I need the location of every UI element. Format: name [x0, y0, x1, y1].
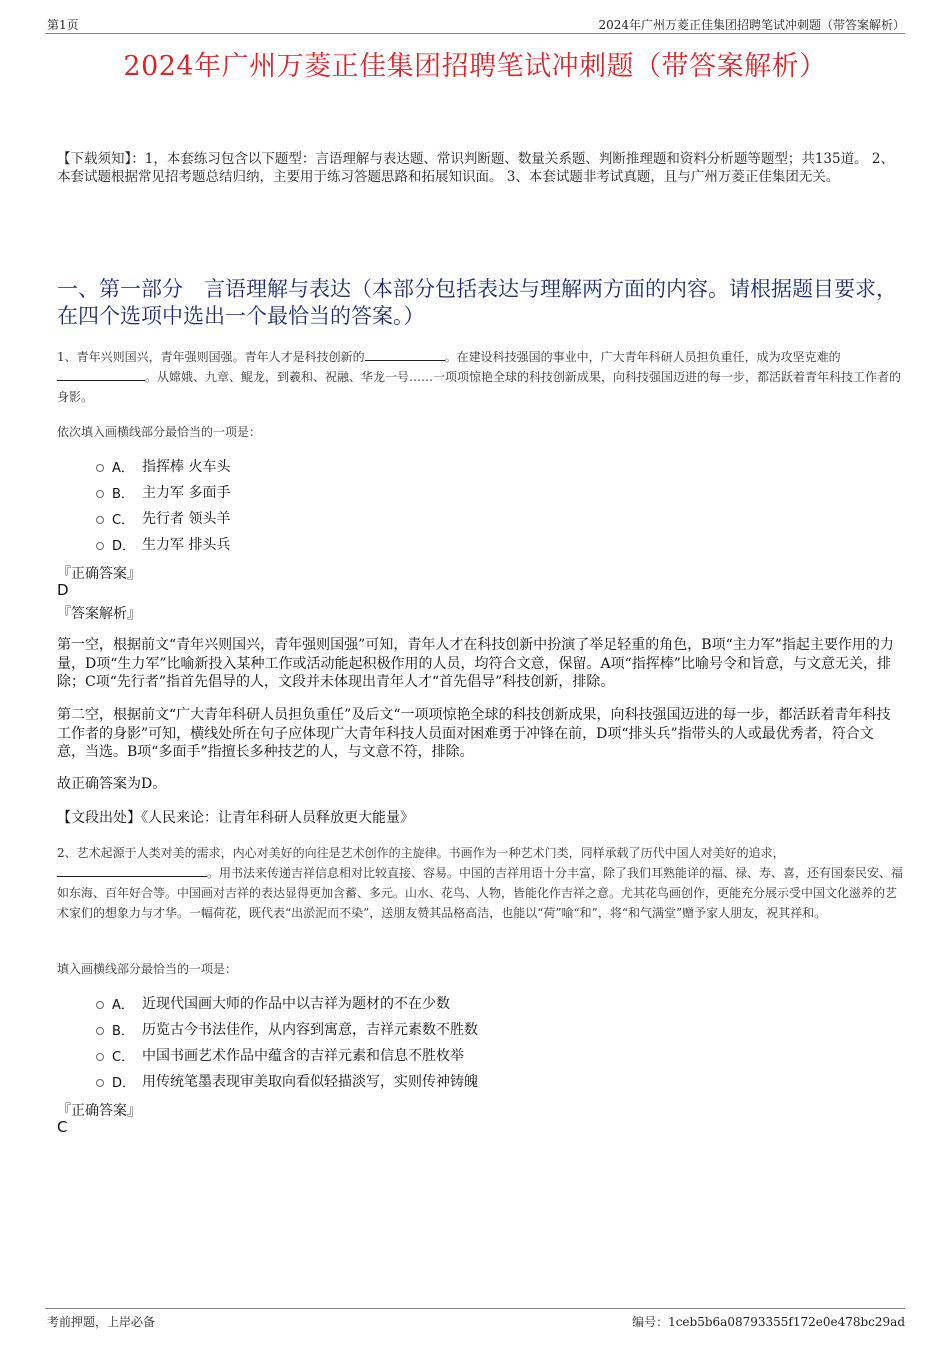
- question-1-answer: D: [57, 581, 69, 599]
- header-page-number: 第1页: [47, 18, 79, 32]
- question-1-analysis-2: 第二空，根据前文“广大青年科研人员担负重任”及后文“一项项惊艳全球的科技创新成果，向科技强国迈进的每一步，都活跃着青年科技工作者的身影”可知，横线处所在句子应体现广大青年科技人员面对困难勇于冲锋在前，D项“排头兵”指带头的人或最优秀者，符合文意，当选。B项“多面手”指擅长多种技艺的人，与文意不符，排除。: [57, 707, 891, 760]
- question-2-blank: [57, 864, 207, 877]
- option-text: 先行者 领头羊: [142, 511, 231, 527]
- question-2-stem: [57, 843, 905, 923]
- question-2-option-b[interactable]: [96, 1019, 478, 1039]
- question-1-stem: [57, 347, 905, 407]
- question-1-analysis-1: 第一空，根据前文“青年兴则国兴，青年强则国强”可知，青年人才在科技创新中扮演了举足轻重的角色，B项“主力军”指起主要作用的力量，D项“生力军”比喻新投入某种工作或活动能起积极作用的人员，均符合文意，保留。A项“指挥棒”比喻号令和旨意，与文意无关，排除；C项“先行者”指首先倡导的人，文段并未体现出青年人才“首先倡导”科技创新，排除。: [57, 637, 894, 690]
- header-doc-title: 2024年广州万菱正佳集团招聘笔试冲刺题（带答案解析）: [598, 18, 905, 32]
- question-2-option-d[interactable]: [96, 1071, 478, 1091]
- radio-icon[interactable]: [96, 1053, 104, 1061]
- section-heading: 一、第一部分 言语理解与表达（本部分包括表达与理解两方面的内容。请根据题目要求，在四个选项中选出一个最恰当的答案。）: [57, 277, 897, 328]
- question-2-text-part-1: 2、艺术起源于人类对美的需求，内心对美好的向往是艺术创作的主旋律。书画作为一种艺术门类，同样承载了历代中国人对美好的追求，: [57, 846, 785, 860]
- option-text: 生力军 排头兵: [142, 537, 231, 553]
- question-1-text-part-2: 。在建设科技强国的事业中，广大青年科研人员担负重任，成为攻坚克难的: [444, 350, 841, 364]
- question-1-analysis-3: 故正确答案为D。: [57, 776, 167, 792]
- footer-document-id: 编号：1ceb5b6a08793355f172e0e478bc29ad: [632, 1315, 905, 1329]
- option-text: 用传统笔墨表现审美取向看似轻描淡写，实则传神铸魄: [142, 1074, 478, 1090]
- question-1-analysis-label: 『答案解析』: [57, 606, 141, 622]
- question-2-option-a[interactable]: [96, 993, 450, 1013]
- footer-divider: [45, 1308, 905, 1309]
- option-letter: D．: [112, 538, 136, 554]
- radio-icon[interactable]: [96, 1079, 104, 1087]
- option-letter: A．: [112, 460, 134, 476]
- header-divider: [45, 33, 905, 34]
- question-1-option-b[interactable]: [96, 482, 230, 502]
- radio-icon[interactable]: [96, 464, 104, 472]
- question-2-answer: C: [57, 1118, 68, 1136]
- option-letter: A．: [112, 997, 134, 1013]
- radio-icon[interactable]: [96, 1001, 104, 1009]
- radio-icon[interactable]: [96, 490, 104, 498]
- option-text: 中国书画艺术作品中蕴含的吉祥元素和信息不胜枚举: [142, 1048, 464, 1064]
- option-letter: D．: [112, 1075, 136, 1091]
- option-text: 主力军 多面手: [142, 485, 231, 501]
- option-text: 近现代国画大师的作品中以吉祥为题材的不在少数: [142, 996, 450, 1012]
- radio-icon[interactable]: [96, 516, 104, 524]
- question-1-option-c[interactable]: [96, 508, 230, 528]
- radio-icon[interactable]: [96, 1027, 104, 1035]
- footer-slogan: 考前押题，上岸必备: [47, 1315, 156, 1329]
- question-2-text-part-2: 。用书法来传递吉祥信息相对比较直接、容易。中国的吉祥用语十分丰富，除了我们耳熟能详的福、禄、寿、喜，还有国泰民安、福如东海、百年好合等。中国画对吉祥的表达显得更加含蓄、多元。山水、花鸟、人物，皆能化作吉祥之意。尤其花鸟画创作，更能充分展示受中国文化滋养的艺术家们的想象力与才华。一幅荷花，既代表“出淤泥而不染”，送朋友赞其品格高洁，也能以“荷”喻“和”，将“和气满堂”赠予家人朋友，祝其祥和。: [57, 866, 904, 920]
- radio-icon[interactable]: [96, 542, 104, 550]
- option-letter: C．: [112, 1049, 135, 1065]
- question-1-blank-2: [57, 368, 145, 381]
- question-1-blank-1: [365, 348, 445, 361]
- option-text: 历览古今书法佳作，从内容到寓意，吉祥元素数不胜数: [142, 1022, 478, 1038]
- question-1-text-part-1: 1、青年兴则国兴，青年强则国强。青年人才是科技创新的: [57, 350, 365, 364]
- question-2-option-c[interactable]: [96, 1045, 464, 1065]
- question-1-answer-label: 『正确答案』: [57, 566, 141, 582]
- question-1-option-a[interactable]: [96, 456, 230, 476]
- question-1-source: 【文段出处】《人民来论：让青年科研人员释放更大能量》: [57, 810, 414, 826]
- question-2-answer-label: 『正确答案』: [57, 1103, 141, 1119]
- download-notice: 【下载须知】：1，本套练习包含以下题型：言语理解与表达题、常识判断题、数量关系题、判断推理题和资料分析题等题型；共135道。 2、本套试题根据常见招考题总结归纳，主要用于练习答题思路和拓展知识面。 3、本套试题非考试真题，且与广州万菱正佳集团无关。: [57, 151, 894, 185]
- question-1-text-part-3: 。从嫦娥、九章、鲲龙，到羲和、祝融、华龙一号……一项项惊艳全球的科技创新成果，向科技强国迈进的每一步，都活跃着青年科技工作者的身影。: [57, 370, 902, 404]
- option-letter: B．: [112, 1023, 134, 1039]
- option-letter: C．: [112, 512, 135, 528]
- option-text: 指挥棒 火车头: [142, 459, 231, 475]
- question-1-option-d[interactable]: [96, 534, 230, 554]
- page-title: 2024年广州万菱正佳集团招聘笔试冲刺题（带答案解析）: [123, 51, 827, 82]
- question-2-prompt: 填入画横线部分最恰当的一项是：: [57, 962, 238, 976]
- question-1-prompt: 依次填入画横线部分最恰当的一项是：: [57, 425, 262, 439]
- option-letter: B．: [112, 486, 134, 502]
